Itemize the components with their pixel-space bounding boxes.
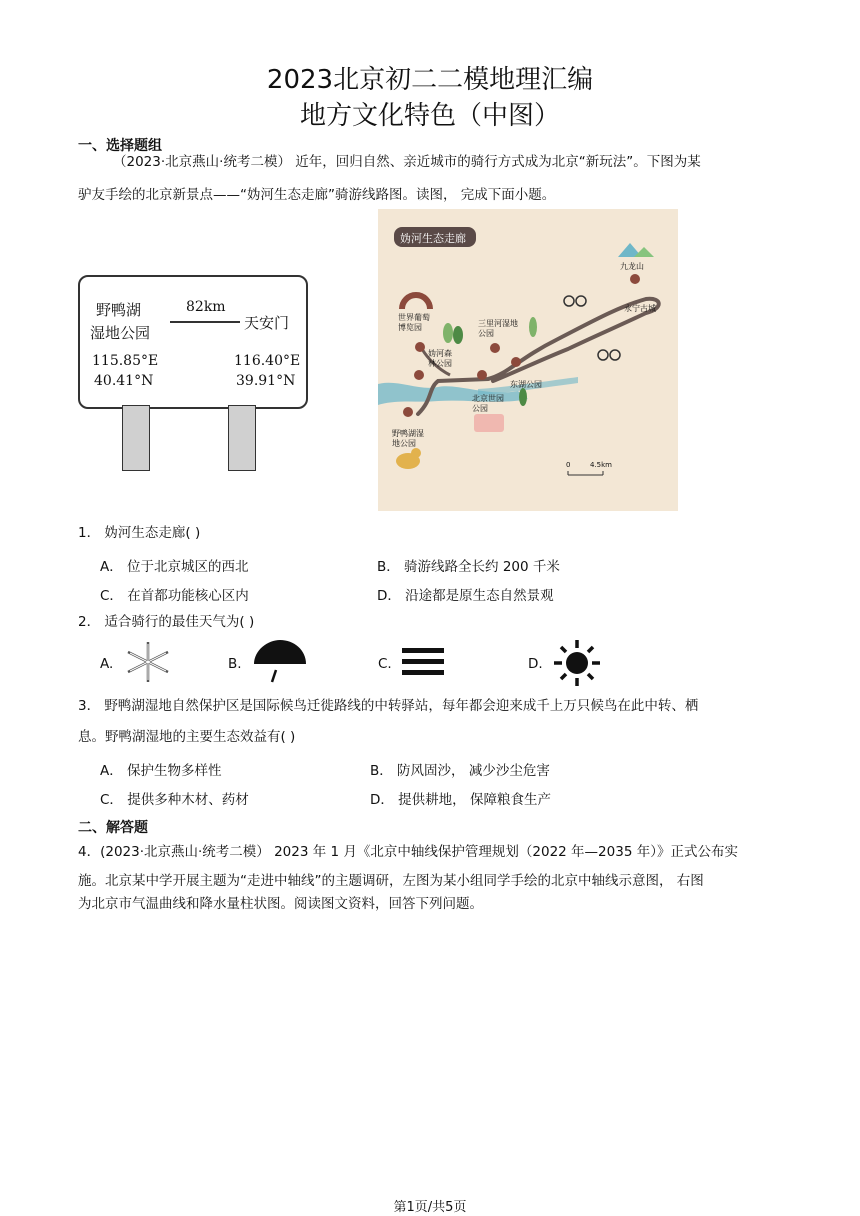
bicycle-icon xyxy=(564,296,574,306)
sign-arrow-line xyxy=(170,321,240,323)
route-map-drawing xyxy=(378,209,678,511)
q3-option-b: B． 防风固沙， 减少沙尘危害 xyxy=(370,763,550,779)
pin-icon xyxy=(490,343,500,353)
scale-distance: 4.5km xyxy=(590,461,613,469)
question-3-stem: 息。野鸭湖湿地的主要生态效益有( ) xyxy=(78,729,296,745)
page-footer: 第1页/共5页 xyxy=(393,1200,467,1215)
map-label: 三里河湿地公园 xyxy=(478,319,518,338)
q2-option-b: B. xyxy=(228,656,242,672)
snowflake-icon xyxy=(122,640,174,684)
sign-distance: 82km xyxy=(186,299,226,315)
q1-option-a: A． 位于北京城区的西北 xyxy=(100,559,249,575)
section-heading: 一、选择题组 xyxy=(78,138,162,154)
sign-post xyxy=(228,405,256,471)
q3-option-d: D． 提供耕地， 保障粮食生产 xyxy=(370,792,551,808)
q3-option-c: C． 提供多种木材、药材 xyxy=(100,792,249,808)
doc-title: 2023北京初二二模地理汇编 xyxy=(266,65,594,95)
sign-post xyxy=(122,405,150,471)
bicycle-icon xyxy=(576,296,586,306)
sign-left-name: 野鸭湖 xyxy=(96,301,142,319)
sign-left-lat: 40.41°N xyxy=(94,373,154,389)
map-label: 北京世园公园 xyxy=(472,394,504,413)
pin-icon xyxy=(511,357,521,367)
distance-sign xyxy=(78,275,308,409)
pin-icon xyxy=(630,274,640,284)
q1-option-c: C． 在首都功能核心区内 xyxy=(100,588,249,604)
tree-icon xyxy=(529,317,537,337)
intro-line: （2023·北京燕山·统考二模） 近年，回归自然、亲近城市的骑行方式成为北京“新玩法”。下图为某 xyxy=(113,154,701,170)
expo-park-icon xyxy=(474,414,504,432)
duck-icon xyxy=(411,448,421,458)
doc-subtitle: 地方文化特色（中图） xyxy=(299,101,560,131)
sun-icon xyxy=(550,638,604,688)
tree-icon xyxy=(443,323,453,343)
question-3-stem: 3． 野鸭湖湿地自然保护区是国际候鸟迁徙路线的中转驿站，每年都会迎来成千上万只候鸟在此中转、栖 xyxy=(78,698,699,714)
question-4-text: 4．(2023·北京燕山·统考二模） 2023 年 1 月《北京中轴线保护管理规划（2022 年—2035 年）》正式公布实 xyxy=(78,844,738,860)
sign-left-name: 湿地公园 xyxy=(90,324,151,342)
question-2-stem: 2． 适合骑行的最佳天气为( ) xyxy=(78,614,255,630)
q1-option-d: D． 沿途都是原生态自然景观 xyxy=(377,588,554,604)
question-4-text: 施。北京某中学开展主题为“走进中轴线”的主题调研，左图为某小组同学手绘的北京中轴线示意图， 右图 xyxy=(78,873,704,889)
sign-left-lon: 115.85°E xyxy=(92,353,159,369)
pin-icon xyxy=(415,342,425,352)
map-label: 九龙山 xyxy=(620,262,644,271)
sign-right-lon: 116.40°E xyxy=(234,353,301,369)
pin-icon xyxy=(477,370,487,380)
grape-park-icon xyxy=(402,295,430,309)
map-label: 东湖公园 xyxy=(510,380,542,389)
q2-option-d: D. xyxy=(528,656,543,672)
pin-icon xyxy=(403,407,413,417)
bicycle-icon xyxy=(598,350,608,360)
rain-cloud-icon xyxy=(250,638,310,686)
q2-option-c: C. xyxy=(378,656,392,672)
sign-right-lat: 39.91°N xyxy=(236,373,296,389)
section-heading: 二、解答题 xyxy=(78,820,148,836)
pin-icon xyxy=(414,370,424,380)
q2-option-a: A. xyxy=(100,656,114,672)
q1-option-b: B． 骑游线路全长约 200 千米 xyxy=(377,559,560,575)
scale-zero: 0 xyxy=(566,461,571,469)
question-4-text: 为北京市气温曲线和降水量柱状图。阅读图文资料，回答下列问题。 xyxy=(78,896,483,912)
map-title: 妫河生态走廊 xyxy=(400,232,466,245)
sign-right-name: 天安门 xyxy=(244,314,290,332)
tree-icon xyxy=(453,326,463,344)
route-map xyxy=(378,209,678,511)
map-label: 妫河森林公园 xyxy=(428,349,452,368)
fog-icon xyxy=(400,646,446,678)
map-label: 永宁古城 xyxy=(624,304,656,313)
map-label: 野鸭湖湿地公园 xyxy=(392,429,424,448)
bicycle-icon xyxy=(610,350,620,360)
map-label: 世界葡萄博览园 xyxy=(398,313,430,332)
question-1-stem: 1． 妫河生态走廊( ) xyxy=(78,525,201,541)
q3-option-a: A． 保护生物多样性 xyxy=(100,763,222,779)
tree-icon xyxy=(519,388,527,406)
intro-line: 驴友手绘的北京新景点——“妫河生态走廊”骑游线路图。读图， 完成下面小题。 xyxy=(78,187,556,203)
